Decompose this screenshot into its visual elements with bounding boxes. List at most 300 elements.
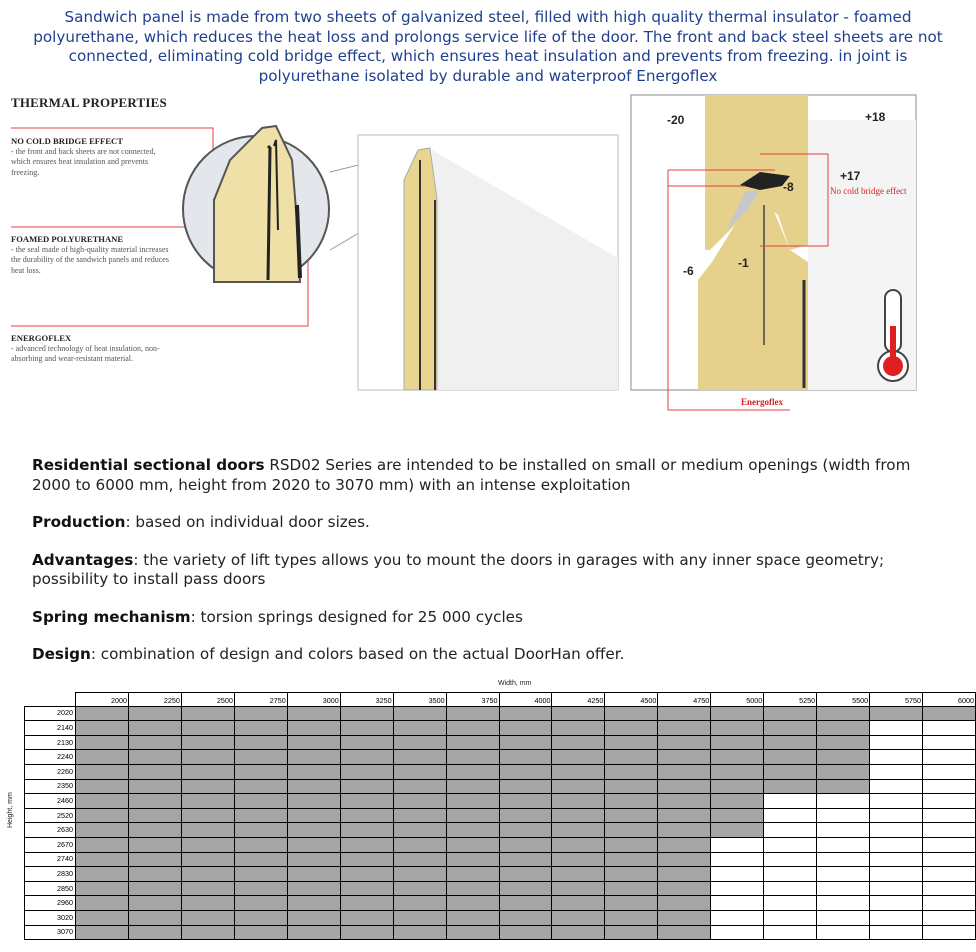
available-size-cell: [552, 764, 605, 779]
available-size-cell: [128, 852, 181, 867]
table-row: [25, 808, 976, 823]
unavailable-size-cell: [711, 867, 764, 882]
available-size-cell: [393, 721, 446, 736]
available-size-cell: [552, 706, 605, 721]
available-size-cell: [128, 779, 181, 794]
available-size-cell: [764, 750, 817, 765]
available-size-cell: [499, 910, 552, 925]
available-size-cell: [76, 735, 129, 750]
unavailable-size-cell: [711, 910, 764, 925]
available-size-cell: [552, 896, 605, 911]
table-row: [25, 750, 976, 765]
table-row: [25, 925, 976, 940]
unavailable-size-cell: [870, 852, 923, 867]
unavailable-size-cell: [923, 779, 976, 794]
width-header-6000: 6000: [923, 693, 976, 707]
zoom-circle: [183, 126, 329, 282]
unavailable-size-cell: [923, 867, 976, 882]
available-size-cell: [446, 794, 499, 809]
unavailable-size-cell: [870, 837, 923, 852]
available-size-cell: [658, 852, 711, 867]
unavailable-size-cell: [817, 896, 870, 911]
unavailable-size-cell: [923, 896, 976, 911]
available-size-cell: [287, 794, 340, 809]
unavailable-size-cell: [764, 867, 817, 882]
table-row: [25, 896, 976, 911]
height-header-2130: 2130: [25, 735, 76, 750]
available-size-cell: [658, 779, 711, 794]
unavailable-size-cell: [870, 764, 923, 779]
unavailable-size-cell: [711, 925, 764, 940]
width-header-3500: 3500: [393, 693, 446, 707]
available-size-cell: [605, 706, 658, 721]
table-row: [25, 794, 976, 809]
available-size-cell: [234, 779, 287, 794]
unavailable-size-cell: [870, 896, 923, 911]
available-size-cell: [393, 823, 446, 838]
panel-photo: [358, 135, 618, 390]
available-size-cell: [658, 925, 711, 940]
available-size-cell: [446, 837, 499, 852]
thermal-properties-title: THERMAL PROPERTIES: [11, 95, 167, 110]
available-size-cell: [711, 735, 764, 750]
label-no-cold-bridge-heading: NO COLD BRIDGE EFFECT: [11, 136, 123, 146]
available-size-cell: [446, 779, 499, 794]
available-size-cell: [552, 735, 605, 750]
available-size-cell: [181, 852, 234, 867]
available-size-cell: [923, 706, 976, 721]
available-size-cell: [393, 925, 446, 940]
unavailable-size-cell: [870, 721, 923, 736]
available-size-cell: [234, 867, 287, 882]
available-size-cell: [552, 750, 605, 765]
available-size-cell: [287, 823, 340, 838]
available-size-cell: [499, 750, 552, 765]
available-size-cell: [393, 910, 446, 925]
size-availability-table: [24, 692, 976, 940]
available-size-cell: [128, 794, 181, 809]
available-size-cell: [393, 764, 446, 779]
paragraph-text: : based on individual door sizes.: [125, 513, 370, 531]
width-header-5750: 5750: [870, 693, 923, 707]
width-header-5500: 5500: [817, 693, 870, 707]
available-size-cell: [234, 925, 287, 940]
label-foamed-polyurethane-heading: FOAMED POLYURETHANE: [11, 234, 124, 244]
available-size-cell: [658, 823, 711, 838]
available-size-cell: [658, 706, 711, 721]
available-size-cell: [552, 852, 605, 867]
temp-minus-20: -20: [667, 113, 685, 127]
unavailable-size-cell: [923, 721, 976, 736]
available-size-cell: [658, 721, 711, 736]
unavailable-size-cell: [817, 823, 870, 838]
available-size-cell: [817, 706, 870, 721]
unavailable-size-cell: [923, 735, 976, 750]
available-size-cell: [340, 925, 393, 940]
height-header-2960: 2960: [25, 896, 76, 911]
unavailable-size-cell: [870, 867, 923, 882]
label-foamed-polyurethane-text: - the seal made of high-quality material increases the durability of the sandwich panels and reduces heat loss.: [11, 244, 169, 275]
available-size-cell: [181, 794, 234, 809]
available-size-cell: [340, 794, 393, 809]
available-size-cell: [711, 794, 764, 809]
available-size-cell: [446, 925, 499, 940]
temp-plus-18: +18: [865, 110, 886, 124]
available-size-cell: [76, 706, 129, 721]
available-size-cell: [128, 721, 181, 736]
unavailable-size-cell: [764, 837, 817, 852]
unavailable-size-cell: [764, 823, 817, 838]
available-size-cell: [605, 910, 658, 925]
unavailable-size-cell: [817, 794, 870, 809]
height-header-2630: 2630: [25, 823, 76, 838]
available-size-cell: [446, 764, 499, 779]
unavailable-size-cell: [711, 852, 764, 867]
available-size-cell: [711, 750, 764, 765]
joint-detail: [631, 95, 916, 410]
available-size-cell: [711, 808, 764, 823]
description-block: [32, 456, 947, 683]
height-header-3020: 3020: [25, 910, 76, 925]
paragraph-label: Advantages: [32, 550, 134, 569]
width-header-4500: 4500: [605, 693, 658, 707]
table-row: [25, 867, 976, 882]
available-size-cell: [711, 823, 764, 838]
available-size-cell: [287, 910, 340, 925]
available-size-cell: [181, 881, 234, 896]
available-size-cell: [499, 764, 552, 779]
available-size-cell: [499, 896, 552, 911]
unavailable-size-cell: [870, 925, 923, 940]
available-size-cell: [499, 721, 552, 736]
table-row: [25, 764, 976, 779]
available-size-cell: [340, 867, 393, 882]
unavailable-size-cell: [764, 896, 817, 911]
paragraph-label: Production: [32, 513, 126, 531]
available-size-cell: [552, 823, 605, 838]
width-header-4750: 4750: [658, 693, 711, 707]
unavailable-size-cell: [817, 925, 870, 940]
available-size-cell: [658, 794, 711, 809]
unavailable-size-cell: [711, 896, 764, 911]
available-size-cell: [181, 867, 234, 882]
table-row: [25, 721, 976, 736]
available-size-cell: [393, 750, 446, 765]
unavailable-size-cell: [817, 852, 870, 867]
available-size-cell: [128, 925, 181, 940]
available-size-cell: [552, 925, 605, 940]
available-size-cell: [764, 764, 817, 779]
available-size-cell: [552, 721, 605, 736]
unavailable-size-cell: [711, 881, 764, 896]
available-size-cell: [658, 837, 711, 852]
available-size-cell: [181, 750, 234, 765]
table-row: [25, 837, 976, 852]
available-size-cell: [76, 721, 129, 736]
table-row: [25, 823, 976, 838]
available-size-cell: [552, 794, 605, 809]
available-size-cell: [340, 823, 393, 838]
unavailable-size-cell: [764, 808, 817, 823]
available-size-cell: [76, 925, 129, 940]
unavailable-size-cell: [764, 910, 817, 925]
available-size-cell: [287, 867, 340, 882]
available-size-cell: [711, 721, 764, 736]
available-size-cell: [393, 735, 446, 750]
height-header-3070: 3070: [25, 925, 76, 940]
available-size-cell: [340, 750, 393, 765]
available-size-cell: [499, 794, 552, 809]
available-size-cell: [605, 808, 658, 823]
available-size-cell: [870, 706, 923, 721]
available-size-cell: [393, 867, 446, 882]
unavailable-size-cell: [923, 852, 976, 867]
unavailable-size-cell: [817, 910, 870, 925]
height-header-2460: 2460: [25, 794, 76, 809]
available-size-cell: [287, 764, 340, 779]
available-size-cell: [393, 779, 446, 794]
width-header-3000: 3000: [287, 693, 340, 707]
width-header-4000: 4000: [499, 693, 552, 707]
available-size-cell: [234, 808, 287, 823]
unavailable-size-cell: [923, 881, 976, 896]
available-size-cell: [128, 706, 181, 721]
available-size-cell: [287, 925, 340, 940]
temp-minus-1: -1: [738, 256, 749, 270]
unavailable-size-cell: [923, 910, 976, 925]
height-header-2020: 2020: [25, 706, 76, 721]
available-size-cell: [287, 750, 340, 765]
height-header-2670: 2670: [25, 837, 76, 852]
available-size-cell: [764, 779, 817, 794]
available-size-cell: [658, 750, 711, 765]
unavailable-size-cell: [870, 808, 923, 823]
available-size-cell: [446, 721, 499, 736]
height-header-2740: 2740: [25, 852, 76, 867]
available-size-cell: [764, 735, 817, 750]
available-size-cell: [552, 910, 605, 925]
available-size-cell: [817, 779, 870, 794]
label-energoflex-text: - advanced technology of heat insulation, non-absorbing and wear-resistant material.: [11, 343, 160, 363]
paragraph-text: : combination of design and colors based on the actual DoorHan offer.: [90, 645, 625, 663]
available-size-cell: [287, 837, 340, 852]
unavailable-size-cell: [764, 925, 817, 940]
available-size-cell: [181, 706, 234, 721]
table-row: [25, 706, 976, 721]
temp-minus-8: -8: [783, 180, 794, 194]
height-header-2140: 2140: [25, 721, 76, 736]
available-size-cell: [499, 706, 552, 721]
available-size-cell: [605, 881, 658, 896]
available-size-cell: [128, 867, 181, 882]
available-size-cell: [658, 764, 711, 779]
table-row: [25, 910, 976, 925]
available-size-cell: [658, 896, 711, 911]
available-size-cell: [552, 837, 605, 852]
available-size-cell: [340, 910, 393, 925]
available-size-cell: [393, 852, 446, 867]
available-size-cell: [605, 735, 658, 750]
available-size-cell: [605, 837, 658, 852]
available-size-cell: [76, 837, 129, 852]
available-size-cell: [446, 881, 499, 896]
width-header-2250: 2250: [128, 693, 181, 707]
available-size-cell: [446, 852, 499, 867]
unavailable-size-cell: [870, 881, 923, 896]
available-size-cell: [287, 896, 340, 911]
available-size-cell: [605, 721, 658, 736]
unavailable-size-cell: [870, 794, 923, 809]
available-size-cell: [181, 910, 234, 925]
available-size-cell: [605, 794, 658, 809]
unavailable-size-cell: [817, 867, 870, 882]
available-size-cell: [658, 735, 711, 750]
available-size-cell: [658, 881, 711, 896]
available-size-cell: [76, 764, 129, 779]
available-size-cell: [287, 735, 340, 750]
available-size-cell: [76, 910, 129, 925]
available-size-cell: [340, 721, 393, 736]
width-header-3250: 3250: [340, 693, 393, 707]
width-header-3750: 3750: [446, 693, 499, 707]
available-size-cell: [605, 867, 658, 882]
available-size-cell: [446, 750, 499, 765]
height-header-2260: 2260: [25, 764, 76, 779]
available-size-cell: [711, 779, 764, 794]
available-size-cell: [340, 852, 393, 867]
width-header-row: [25, 693, 976, 707]
height-header-2830: 2830: [25, 867, 76, 882]
width-header-2000: 2000: [76, 693, 129, 707]
available-size-cell: [393, 794, 446, 809]
height-header-2350: 2350: [25, 779, 76, 794]
height-header-2520: 2520: [25, 808, 76, 823]
available-size-cell: [287, 881, 340, 896]
available-size-cell: [340, 764, 393, 779]
available-size-cell: [181, 823, 234, 838]
unavailable-size-cell: [870, 910, 923, 925]
paragraph-text: RSD02 Series are intended to be installed on small or medium openings (width from 2000 to 6000 mm, height from 2020 to 3070 mm) with an intense exploitation: [32, 456, 911, 494]
available-size-cell: [181, 808, 234, 823]
available-size-cell: [181, 735, 234, 750]
available-size-cell: [605, 750, 658, 765]
available-size-cell: [181, 721, 234, 736]
available-size-cell: [446, 808, 499, 823]
available-size-cell: [605, 779, 658, 794]
table-row: [25, 735, 976, 750]
available-size-cell: [76, 750, 129, 765]
available-size-cell: [128, 823, 181, 838]
unavailable-size-cell: [923, 764, 976, 779]
available-size-cell: [128, 808, 181, 823]
unavailable-size-cell: [923, 750, 976, 765]
available-size-cell: [499, 881, 552, 896]
available-size-cell: [446, 867, 499, 882]
paragraph-spring: [32, 608, 947, 628]
available-size-cell: [499, 735, 552, 750]
available-size-cell: [128, 735, 181, 750]
unavailable-size-cell: [870, 779, 923, 794]
available-size-cell: [499, 823, 552, 838]
unavailable-size-cell: [817, 808, 870, 823]
paragraph-text: : the variety of lift types allows you to mount the doors in garages with any inner space geometry; possibility to install pass doors: [32, 550, 885, 588]
available-size-cell: [287, 779, 340, 794]
available-size-cell: [76, 808, 129, 823]
label-energoflex-heading: ENERGOFLEX: [11, 333, 72, 343]
available-size-cell: [234, 837, 287, 852]
unavailable-size-cell: [817, 881, 870, 896]
available-size-cell: [340, 808, 393, 823]
available-size-cell: [817, 750, 870, 765]
table-row: [25, 852, 976, 867]
paragraph-production: [32, 513, 947, 533]
energoflex-note: Energoflex: [741, 397, 783, 407]
unavailable-size-cell: [923, 823, 976, 838]
table-row: [25, 881, 976, 896]
available-size-cell: [234, 910, 287, 925]
table-corner: [25, 693, 76, 707]
unavailable-size-cell: [711, 837, 764, 852]
no-cold-bridge-note: No cold bridge effect: [830, 186, 907, 196]
width-header-2750: 2750: [234, 693, 287, 707]
available-size-cell: [340, 706, 393, 721]
available-size-cell: [393, 837, 446, 852]
available-size-cell: [764, 706, 817, 721]
available-size-cell: [76, 881, 129, 896]
unavailable-size-cell: [870, 823, 923, 838]
available-size-cell: [658, 910, 711, 925]
available-size-cell: [817, 764, 870, 779]
available-size-cell: [128, 910, 181, 925]
available-size-cell: [499, 779, 552, 794]
available-size-cell: [393, 808, 446, 823]
available-size-cell: [499, 925, 552, 940]
unavailable-size-cell: [764, 794, 817, 809]
available-size-cell: [287, 852, 340, 867]
temp-plus-17: +17: [840, 169, 861, 183]
available-size-cell: [605, 925, 658, 940]
available-size-cell: [817, 735, 870, 750]
available-size-cell: [499, 837, 552, 852]
table-row: [25, 779, 976, 794]
available-size-cell: [605, 823, 658, 838]
available-size-cell: [234, 823, 287, 838]
unavailable-size-cell: [870, 735, 923, 750]
unavailable-size-cell: [764, 852, 817, 867]
unavailable-size-cell: [923, 808, 976, 823]
available-size-cell: [181, 925, 234, 940]
available-size-cell: [234, 881, 287, 896]
available-size-cell: [340, 896, 393, 911]
unavailable-size-cell: [923, 794, 976, 809]
available-size-cell: [340, 837, 393, 852]
available-size-cell: [128, 896, 181, 911]
width-axis-label: Width, mm: [498, 680, 532, 687]
available-size-cell: [605, 764, 658, 779]
height-header-2850: 2850: [25, 881, 76, 896]
available-size-cell: [76, 823, 129, 838]
available-size-cell: [658, 867, 711, 882]
width-header-5250: 5250: [764, 693, 817, 707]
available-size-cell: [234, 794, 287, 809]
unavailable-size-cell: [817, 837, 870, 852]
paragraph-label: Design: [32, 645, 91, 663]
available-size-cell: [234, 721, 287, 736]
available-size-cell: [76, 867, 129, 882]
available-size-cell: [234, 735, 287, 750]
available-size-cell: [234, 706, 287, 721]
available-size-cell: [499, 867, 552, 882]
